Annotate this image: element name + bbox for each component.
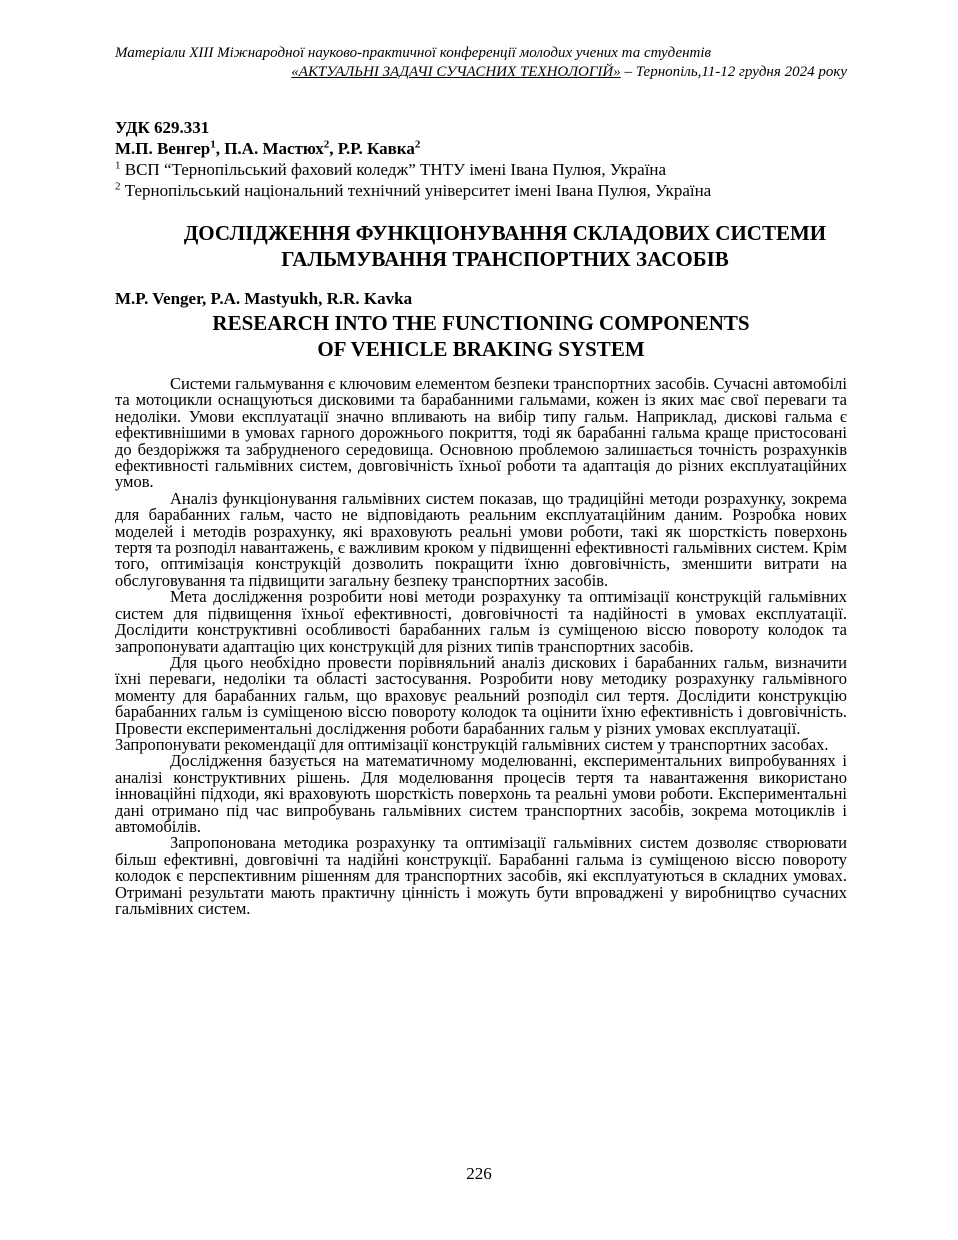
author-affiliation-mark: 2 (323, 138, 330, 151)
title-en-line-2: OF VEHICLE BRAKING SYSTEM (317, 337, 645, 361)
body-paragraph: Для цього необхідно провести порівняльний аналіз дискових і барабанних гальм, визначити їхні переваги, недоліки та області застосування. Розробити нову методику розрахунку гальмівного моменту для барабанних гальм, що враховує реальний розподіл сил тертя. Дослідити конструкцію барабанних гальм із суміщеною віссю повороту колодок та оцінити їхню ефективність і довговічність. Провести експериментальні дослідження роботи барабанних гальм у різних умовах експлуатації. (115, 652, 847, 738)
body-paragraph: Системи гальмування є ключовим елементом безпеки транспортних засобів. Сучасні автомобілі та мотоцикли оснащуються дисковими та барабанними гальмами, кожен із яких має свої переваги та недоліки. Умови експлуатації значно впливають на вибір типу гальм. Наприклад, дискові гальма є ефективнішими в умовах гарного дорожнього покриття, тоді як барабанні гальма краще пристосовані до бездоріжжя та забрудненого середовища. Основною проблемою залишається точність розрахунків ефективності гальмівних систем, довговічність їхньої роботи та адаптація до різних експлуатаційних умов. (115, 374, 847, 492)
author-affiliation-mark: 2 (414, 138, 421, 151)
conference-date: – Тернопіль,11-12 грудня 2024 року (620, 64, 847, 80)
header-line-1: Матеріали XIII Міжнародної науково-практичної конференції молодих учених та студентів (115, 45, 712, 61)
header-line-2 (115, 63, 847, 82)
affiliation-2 (115, 180, 847, 201)
conference-name: «АКТУАЛЬНІ ЗАДАЧІ СУЧАСНИХ ТЕХНОЛОГІЙ» (291, 64, 621, 80)
title-ua-line-1: ДОСЛІДЖЕННЯ ФУНКЦІОНУВАННЯ СКЛАДОВИХ СИСТЕМИ (183, 221, 827, 245)
article-meta (115, 117, 847, 201)
author-name: М.П. Венгер (115, 139, 211, 158)
authors-ua: М.П. Венгер$^1$, П.А. Мастюх$^2$, Р.Р. Кавка$^2$ (115, 138, 421, 158)
title-en-line-1: RESEARCH INTO THE FUNCTIONING COMPONENTS (212, 311, 750, 335)
page-number: 226 (466, 1164, 492, 1183)
affiliation-mark: 1 (115, 159, 121, 172)
body-paragraph: Запропонувати рекомендації для оптимізації конструкцій гальмівних систем у транспортних засобах. (115, 734, 829, 754)
affiliation-text: ВСП “Тернопільський фаховий коледж” ТНТУ імені Івана Пулюя, Україна (120, 160, 667, 179)
author-affiliation-mark: 1 (210, 138, 216, 151)
article-body (115, 376, 847, 917)
authors-english: M.P. Venger, P.A. Mastyukh, R.R. Kavka (115, 289, 413, 308)
running-header (115, 44, 847, 82)
udc-code: УДК 629.331 (115, 118, 210, 137)
title-ua-line-2: ГАЛЬМУВАННЯ ТРАНСПОРТНИХ ЗАСОБІВ (281, 247, 729, 271)
affiliation-1 (115, 159, 847, 180)
title-ukrainian (115, 220, 895, 272)
body-paragraph: Мета дослідження розробити нові методи розрахунку та оптимізації конструкцій гальмівних систем для підвищення їхньої ефективності, довговічності та надійності в умовах експлуатації. Дослідити конструктивні особливості барабанних гальм із суміщеною віссю повороту колодок та запропонувати адаптацію цих конструкцій для різних типів транспортних засобів. (115, 587, 847, 656)
author-name: П.А. Мастюх (224, 139, 324, 158)
author-name: Р.Р. Кавка (337, 139, 415, 158)
affiliation-mark: 2 (115, 180, 121, 193)
body-paragraph: Дослідження базується на математичному моделюванні, експериментальних випробуваннях і аналізі конструктивних рішень. Для моделювання процесів тертя та навантаження використано інноваційні підходи, які враховують шорсткість поверхонь та реальні умови роботи. Експериментальні дані отримано під час випробувань гальмівних систем транспортних засобів, зокрема мотоциклів і автомобілів. (115, 751, 847, 836)
body-paragraph: Запропонована методика розрахунку та оптимізації гальмівних систем дозволяє створювати більш ефективні, довговічні та надійні конструкції. Барабанні гальма із суміщеною віссю повороту колодок є перспективним рішенням для транспортних засобів, які експлуатуються в складних умовах. Отримані результати мають практичну цінність і можуть бути впроваджені у виробництво сучасних гальмівних систем. (115, 833, 847, 918)
affiliation-text: Тернопільський національний технічний університет імені Івана Пулюя, Україна (120, 181, 712, 200)
title-english (115, 310, 847, 362)
body-paragraph: Аналіз функціонування гальмівних систем показав, що традиційні методи розрахунку, зокрема для барабанних гальм, часто не відповідають реальним експлуатаційним даним. Розробка нових моделей і методів розрахунку, які враховують реальні умови роботи, такі як шорсткість поверхонь тертя та розподіл навантажень, є важливим кроком у підвищенні ефективності гальмівних систем. Крім того, оптимізація конструкцій дозволить покращити їхню довговічність, зменшити витрати на обслуговування та підвищити загальну безпеку транспортних засобів. (115, 488, 847, 590)
